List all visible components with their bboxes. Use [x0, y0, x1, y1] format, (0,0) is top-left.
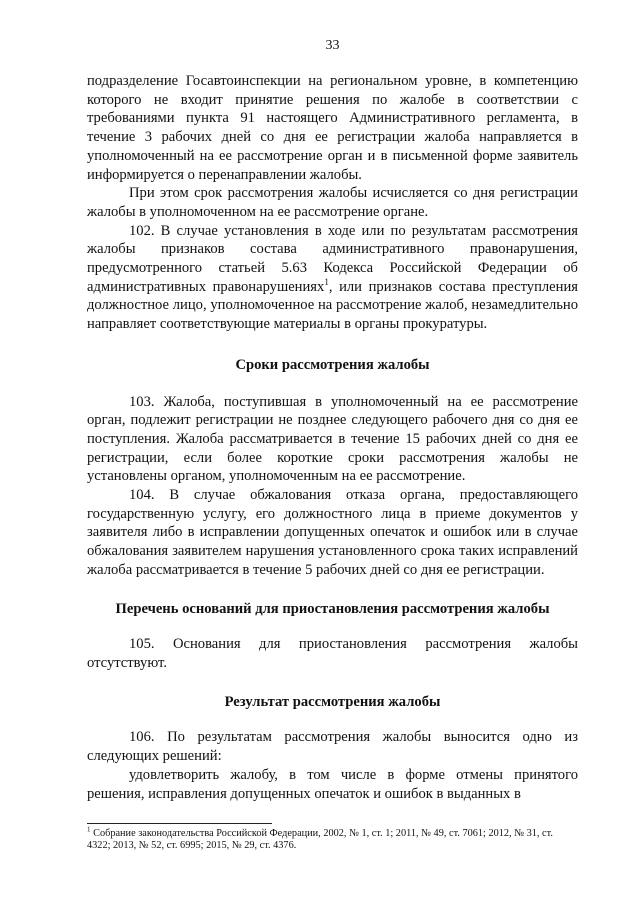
paragraph-106: 106. По результатам рассмотрения жалобы выносится одно из следующих решений: — [87, 729, 578, 765]
page-number: 33 — [325, 38, 340, 53]
footnote-reference: 1 — [324, 276, 329, 287]
body-text — [87, 72, 578, 803]
paragraph-104: 104. В случае обжалования отказа органа, предоставляющего государственную услугу, его должностного лица в приеме документов у заявителя либо в исправлении допущенных опечаток и ошибок или в случае обжалования заявителем нарушения установленного срока таких исправлений жалоба рассматривается в течение 5 рабочих дней со дня ее регистрации. — [87, 487, 578, 578]
paragraph-review-period: При этом срок рассмотрения жалобы исчисляется со дня регистрации жалобы в уполномоченном на ее рассмотрение органе. — [87, 185, 578, 220]
paragraph-102-text-end: , или признаков состава преступления должностное лицо, уполномоченное на рассмотрение жалоб, незамедлительно направляет соответствующие материалы в органы прокуратуры. — [87, 278, 578, 333]
paragraph-102-text-start: 102. В случае установления в ходе или по результатам рассмотрения жалобы признаков состава административного правонарушения, предусмотренного статьей 5.63 Кодекса Российской Федерации об административных правонарушениях — [87, 222, 578, 295]
footnote — [87, 825, 578, 852]
paragraph-decision-satisfy: удовлетворить жалобу, в том числе в форме отмены принятого решения, исправления допущенных опечаток и ошибок в выданных в — [87, 766, 578, 802]
paragraph-103: 103. Жалоба, поступившая в уполномоченный на ее рассмотрение орган, подлежит регистрации не позднее следующего рабочего дня со дня ее поступления. Жалоба рассматривается в течение 15 рабочих дней со дня ее регистрации, если более короткие сроки рассмотрения жалобы не установлены органом, уполномоченным на ее рассмотрение. — [87, 393, 578, 485]
paragraph-105: 105. Основания для приостановления рассмотрения жалобы отсутствуют. — [87, 636, 578, 671]
paragraph-continuation: подразделение Госавтоинспекции на региональном уровне, в компетенцию которого не входит принятие решения по жалобе в соответствии с требованиями пункта 91 настоящего Административного регламента, в течение 3 рабочих дней со дня ее регистрации жалоба направляется в уполномоченный на ее рассмотрение орган и в письменной форме заявитель информируется о перенаправлении жалобы. — [87, 73, 578, 183]
heading-review-result: Результат рассмотрения жалобы — [224, 693, 441, 710]
footnote-marker: 1 — [87, 825, 91, 834]
heading-review-terms: Сроки рассмотрения жалобы — [235, 356, 430, 373]
heading-suspension-grounds: Перечень оснований для приостановления рассмотрения жалобы — [115, 600, 550, 617]
paragraph-102 — [87, 222, 578, 334]
footnote-text: Собрание законодательства Российской Федерации, 2002, № 1, ст. 1; 2011, № 49, ст. 7061; 2012, № 31, ст. 4322; 2013, № 52, ст. 6995; 2015, № 29, ст. 4376. — [87, 828, 553, 851]
footnote-divider — [87, 823, 272, 824]
